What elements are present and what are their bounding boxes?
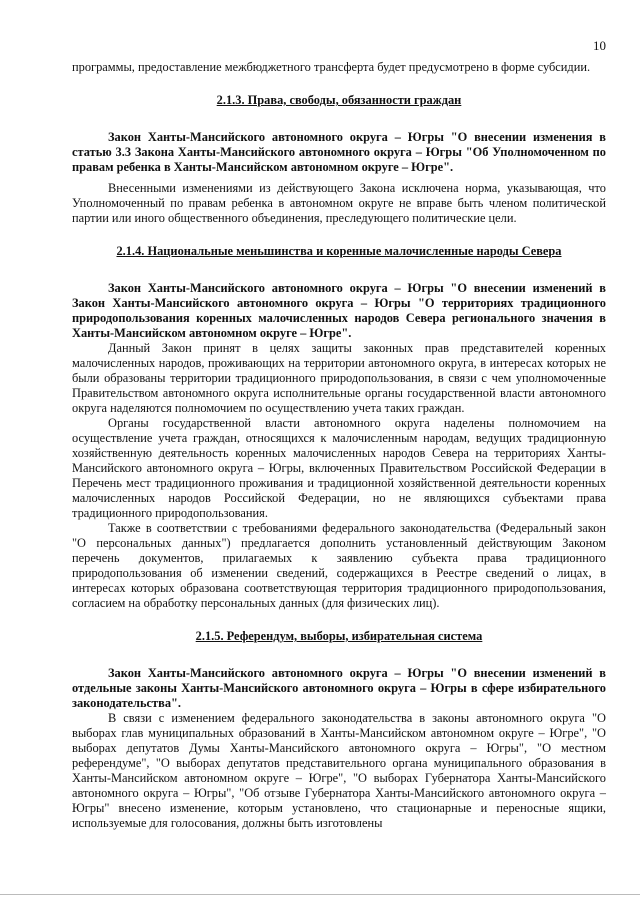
paragraph-2-1-4-2: Органы государственной власти автономного округа наделены полномочием на осуществление учета граждан, относящихся к малочисленным народам, ведущих традиционную хозяйственную деятельность коренных малочисленных народов Севера на территориях Ханты-Мансийского автономного округа – Югры, включенных Правительством Российской Федерации в Перечень мест традиционного проживания и традиционной хозяйственной деятельности коренных малочисленных народов Российской Федерации, но не являющихся субъектами права традиционного природопользования. [72,416,606,520]
law-title-2-1-4: Закон Ханты-Мансийского автономного округа – Югры "О внесении изменений в Закон Ханты-Мансийского автономного округа – Югры "О территориях традиционного природопользования коренных малочисленных народов Севера регионального значения в Ханты-Мансийском автономном округе – Югре". [72,281,606,340]
paragraph-2-1-4-1: Данный Закон принят в целях защиты законных прав представителей коренных малочисленных народов, проживающих на территории автономного округа, в интересах которых не были образованы территории традиционного природопользования, в связи с чем уполномоченные Правительством автономного округа исполнительные органы государственной власти автономного округа наделяются полномочием по осуществлению учета таких граждан. [72,341,606,415]
paragraph-2-1-3-1: Внесенными изменениями из действующего Закона исключена норма, указывающая, что Уполномоченный по правам ребенка в автономном округе не вправе быть членом политической партии или иного общественного объединения, преследующего политические цели. [72,181,606,225]
section-heading-2-1-4: 2.1.4. Национальные меньшинства и коренные малочисленные народы Севера [116,244,562,258]
section-heading-2-1-3: 2.1.3. Права, свободы, обязанности граждан [216,93,462,107]
law-title-2-1-5: Закон Ханты-Мансийского автономного округа – Югры "О внесении изменений в отдельные законы Ханты-Мансийского автономного округа – Югры в сфере избирательного законодательства". [72,666,606,710]
page-bottom-divider [0,894,640,895]
paragraph-2-1-4-3: Также в соответствии с требованиями федерального законодательства (Федеральный закон "О персональных данных") предлагается дополнить установленный действующим Законом перечень документов, прилагаемых к заявлению субъекта права традиционного природопользования об изменении сведений, содержащихся в Реестре сведений о лицах, в интересах которых образована соответствующая территория традиционного природопользования, согласием на обработку персональных данных (для физических лиц). [72,521,606,610]
law-title-2-1-3: Закон Ханты-Мансийского автономного округа – Югры "О внесении изменения в статью 3.3 Закона Ханты-Мансийского автономного округа – Югры "Об Уполномоченном по правам ребенка в Ханты-Мансийском автономном округе – Югре". [72,130,606,174]
page-number: 10 [593,38,606,53]
intro-paragraph: программы, предоставление межбюджетного трансферта будет предусмотрено в форме субсидии. [72,60,591,74]
paragraph-2-1-5-1: В связи с изменением федерального законодательства в законы автономного округа "О выборах глав муниципальных образований в Ханты-Мансийском автономном округе – Югре", "О выборах депутатов Думы Ханты-Мансийского автономного округа – Югры", "О местном референдуме", "О выборах депутатов представительного органа муниципального образования в Ханты-Мансийском автономном округе – Югре", "О выборах Губернатора Ханты-Мансийского автономного округа – Югры", "Об отзыве Губернатора Ханты-Мансийского автономного округа – Югры" внесено изменение, которым установлено, что стационарные и переносные ящики, используемые для голосования, должны быть изготовлены [72,711,606,830]
section-heading-2-1-5: 2.1.5. Референдум, выборы, избирательная система [195,629,483,643]
document-body [72,60,606,831]
